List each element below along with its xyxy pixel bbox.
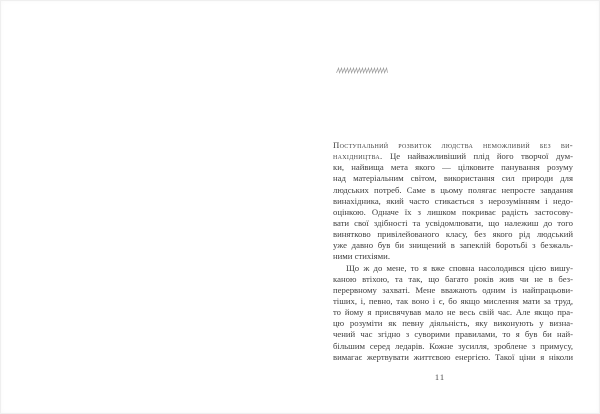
text-line [333,151,573,162]
text-line: винахідника, який часто стикається з нерозумінням і недо- [333,195,573,206]
smallcaps-opening: Поступальний розвиток людства неможливий без ви- [333,140,573,150]
text-line: оцінкою. Одначе їх з лишком покриває радість застосову- [333,206,573,217]
text-line: Що ж до мене, то я вже сповна насолодився цією вишу- [346,262,573,273]
text-line: ки, найвища мета якого — цілковите панування розуму [333,162,573,173]
text-line: ними стихіями. [333,251,390,262]
text-line: людських потреб. Саме в цьому полягає непросте завдання [333,184,573,195]
right-page [300,0,600,414]
text-line [333,140,573,151]
smallcaps-opening: нахідництва. [333,151,383,162]
text-line: перервному захваті. Мене вважають одним із найпрацьови- [333,284,573,295]
page-number: 11 [434,372,446,382]
text-line: цю розуміти як певну діяльність, яку виконують у визна- [333,318,573,329]
text-line: уже давно був би знищений в запеклій боротьбі з безжаль- [333,240,573,251]
text-line: то йому я присвячував мало не весь свій час. Але якщо пра- [333,307,573,318]
text-line: каною втіхою, та так, що багато років жив чи не в без- [333,273,573,284]
text-line: більшим серед ледарів. Кожне зусилля, зроблене з примусу, [333,340,573,351]
text-line: тіших, і, певно, так воно і є, бо якщо мислення мати за труд, [333,295,573,306]
text-line: винятково привілейованого класу, без якого рід людський [333,229,573,240]
text-line: над матеріальним світом, використання сил природи для [333,173,573,184]
text-run: Це найважливіший плід його творчої дум- [382,151,573,162]
body-text [333,140,573,363]
text-line: вати свої здібності та усвідомлювати, що належиш до того [333,217,573,228]
text-line: чений час згідно з суворими правилами, то я був би най- [333,329,573,340]
text-line: вимагає жертвувати життєвою енергією. Такої ціни я ніколи [333,351,573,362]
scribble-ornament-icon [336,66,389,74]
